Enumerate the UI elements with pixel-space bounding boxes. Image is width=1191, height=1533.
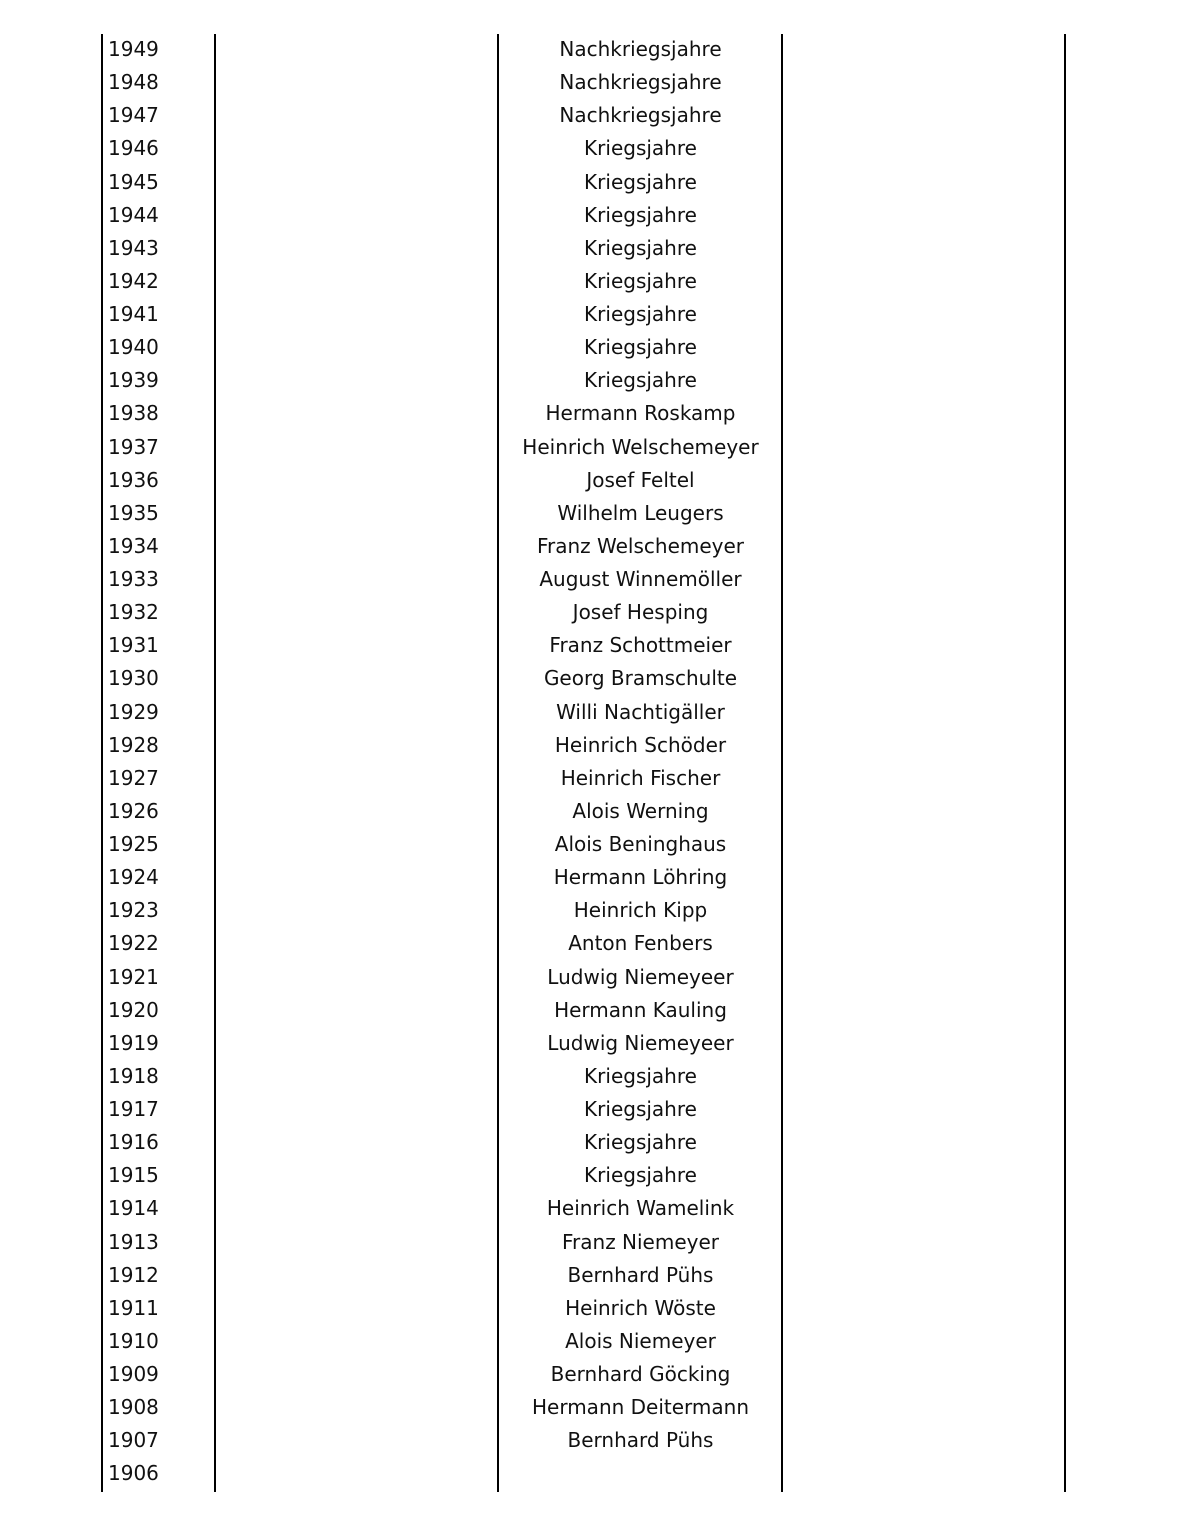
table-row bbox=[0, 994, 1191, 1027]
name-cell: Kriegsjahre bbox=[584, 302, 697, 326]
name-cell: Heinrich Wöste bbox=[565, 1295, 716, 1320]
table-row bbox=[0, 397, 1191, 430]
name-cell: Bernhard Pühs bbox=[567, 1262, 714, 1287]
name-cell: Alois Beninghaus bbox=[554, 832, 727, 856]
table-row bbox=[0, 66, 1191, 99]
name-cell: Kriegsjahre bbox=[584, 335, 697, 360]
table-row bbox=[0, 1192, 1191, 1225]
table-row bbox=[0, 232, 1191, 265]
name-cell: Kriegsjahre bbox=[584, 368, 697, 393]
name-cell: Josef Hesping bbox=[572, 600, 709, 625]
name-cell: Nachkriegsjahre bbox=[559, 103, 722, 128]
table-row bbox=[0, 927, 1191, 960]
year-cell: 1917 bbox=[108, 1097, 159, 1121]
year-cell: 1908 bbox=[108, 1395, 159, 1420]
year-cell: 1947 bbox=[108, 103, 159, 128]
table-row bbox=[0, 364, 1191, 397]
name-cell: Kriegsjahre bbox=[584, 202, 697, 227]
name-cell: Josef Feltel bbox=[586, 467, 695, 492]
year-cell: 1912 bbox=[108, 1262, 159, 1287]
year-cell: 1934 bbox=[108, 533, 159, 558]
year-cell: 1921 bbox=[108, 964, 159, 989]
year-cell: 1930 bbox=[108, 666, 159, 691]
table-row bbox=[0, 1027, 1191, 1060]
name-cell: Ludwig Niemeyeer bbox=[547, 1030, 734, 1055]
table-row bbox=[0, 464, 1191, 497]
table-row bbox=[0, 199, 1191, 232]
year-cell: 1935 bbox=[108, 500, 159, 525]
name-cell: Bernhard Pühs bbox=[567, 1428, 714, 1453]
name-cell: Heinrich Fischer bbox=[560, 765, 721, 790]
year-cell: 1920 bbox=[108, 997, 159, 1022]
year-cell: 1945 bbox=[108, 169, 159, 194]
name-cell: Heinrich Kipp bbox=[573, 898, 708, 923]
name-cell: August Winnemöller bbox=[539, 567, 742, 591]
table-row bbox=[0, 1292, 1191, 1325]
table-row bbox=[0, 596, 1191, 629]
table-row bbox=[0, 1159, 1191, 1192]
year-cell: 1941 bbox=[108, 302, 159, 326]
table-row bbox=[0, 696, 1191, 729]
year-cell: 1938 bbox=[108, 401, 159, 426]
table-row bbox=[0, 861, 1191, 894]
table-row bbox=[0, 961, 1191, 994]
name-cell: Kriegsjahre bbox=[584, 268, 697, 293]
year-cell: 1922 bbox=[108, 931, 159, 956]
year-cell: 1910 bbox=[108, 1328, 159, 1353]
table-row bbox=[0, 762, 1191, 795]
year-cell: 1949 bbox=[108, 37, 159, 61]
name-cell: Nachkriegsjahre bbox=[559, 37, 722, 61]
year-cell: 1923 bbox=[108, 898, 159, 923]
name-cell bbox=[500, 1457, 781, 1490]
year-cell: 1926 bbox=[108, 798, 159, 823]
year-cell: 1915 bbox=[108, 1163, 159, 1188]
table-row bbox=[0, 1391, 1191, 1424]
name-cell: Kriegsjahre bbox=[584, 136, 697, 161]
table-row bbox=[0, 1325, 1191, 1358]
table-row bbox=[0, 662, 1191, 695]
year-cell: 1946 bbox=[108, 136, 159, 161]
name-cell: Kriegsjahre bbox=[584, 1163, 697, 1188]
year-cell: 1913 bbox=[108, 1229, 159, 1254]
year-cell: 1918 bbox=[108, 1063, 159, 1088]
year-cell: 1933 bbox=[108, 567, 159, 591]
year-cell: 1944 bbox=[108, 202, 159, 227]
table-row bbox=[0, 563, 1191, 596]
table-row bbox=[0, 166, 1191, 199]
table-row bbox=[0, 1060, 1191, 1093]
year-cell: 1948 bbox=[108, 70, 159, 95]
year-cell: 1909 bbox=[108, 1362, 159, 1386]
year-cell: 1924 bbox=[108, 865, 159, 890]
year-cell: 1928 bbox=[108, 732, 159, 757]
table-row bbox=[0, 33, 1191, 66]
table-row bbox=[0, 1424, 1191, 1457]
name-cell: Georg Bramschulte bbox=[543, 666, 738, 691]
table-row bbox=[0, 298, 1191, 331]
year-cell: 1906 bbox=[108, 1461, 159, 1486]
year-cell: 1911 bbox=[108, 1295, 159, 1320]
name-cell: Willi Nachtigäller bbox=[556, 699, 725, 724]
year-cell: 1929 bbox=[108, 699, 159, 724]
name-cell: Anton Fenbers bbox=[568, 931, 713, 956]
year-cell: 1939 bbox=[108, 368, 159, 393]
table-row bbox=[0, 265, 1191, 298]
name-cell: Hermann Roskamp bbox=[545, 401, 736, 426]
table-row bbox=[0, 629, 1191, 662]
name-cell: Alois Niemeyer bbox=[565, 1328, 716, 1353]
name-cell: Heinrich Welschemeyer bbox=[522, 434, 759, 459]
table-row bbox=[0, 132, 1191, 165]
year-cell: 1936 bbox=[108, 467, 159, 492]
table-row bbox=[0, 1126, 1191, 1159]
name-cell: Kriegsjahre bbox=[584, 235, 697, 260]
name-cell: Franz Welschemeyer bbox=[536, 533, 745, 558]
year-cell: 1932 bbox=[108, 600, 159, 625]
name-cell: Bernhard Göcking bbox=[550, 1362, 731, 1386]
name-cell: Kriegsjahre bbox=[584, 1130, 697, 1155]
table-row bbox=[0, 497, 1191, 530]
name-cell: Kriegsjahre bbox=[584, 1097, 697, 1121]
name-cell: Heinrich Wamelink bbox=[546, 1196, 735, 1221]
name-cell: Wilhelm Leugers bbox=[557, 500, 724, 525]
table-row bbox=[0, 729, 1191, 762]
table-row bbox=[0, 795, 1191, 828]
name-cell: Alois Werning bbox=[572, 798, 709, 823]
name-cell: Heinrich Schöder bbox=[554, 732, 727, 757]
table-row bbox=[0, 431, 1191, 464]
year-cell: 1942 bbox=[108, 268, 159, 293]
name-cell: Nachkriegsjahre bbox=[559, 70, 722, 95]
year-cell: 1919 bbox=[108, 1030, 159, 1055]
year-cell: 1931 bbox=[108, 633, 159, 658]
name-cell: Franz Schottmeier bbox=[549, 633, 732, 658]
name-cell: Hermann Kauling bbox=[554, 997, 727, 1022]
table-row bbox=[0, 1093, 1191, 1126]
name-cell: Franz Niemeyer bbox=[561, 1229, 720, 1254]
year-cell: 1916 bbox=[108, 1130, 159, 1155]
table-row bbox=[0, 331, 1191, 364]
name-cell: Kriegsjahre bbox=[584, 169, 697, 194]
table-body bbox=[0, 33, 1191, 1491]
year-cell: 1937 bbox=[108, 434, 159, 459]
table-row bbox=[0, 1226, 1191, 1259]
year-cell: 1925 bbox=[108, 832, 159, 856]
table-row bbox=[0, 99, 1191, 132]
table-row bbox=[0, 828, 1191, 861]
year-cell: 1914 bbox=[108, 1196, 159, 1221]
table-row bbox=[0, 1358, 1191, 1391]
table-row bbox=[0, 1259, 1191, 1292]
table-row bbox=[0, 1457, 1191, 1490]
name-cell: Kriegsjahre bbox=[584, 1063, 697, 1088]
year-cell: 1940 bbox=[108, 335, 159, 360]
table-row bbox=[0, 530, 1191, 563]
name-cell: Ludwig Niemeyeer bbox=[547, 964, 734, 989]
year-cell: 1943 bbox=[108, 235, 159, 260]
name-cell: Hermann Deitermann bbox=[531, 1395, 750, 1420]
year-cell: 1927 bbox=[108, 765, 159, 790]
year-cell: 1907 bbox=[108, 1428, 159, 1453]
name-cell: Hermann Löhring bbox=[553, 865, 728, 890]
table-row bbox=[0, 894, 1191, 927]
